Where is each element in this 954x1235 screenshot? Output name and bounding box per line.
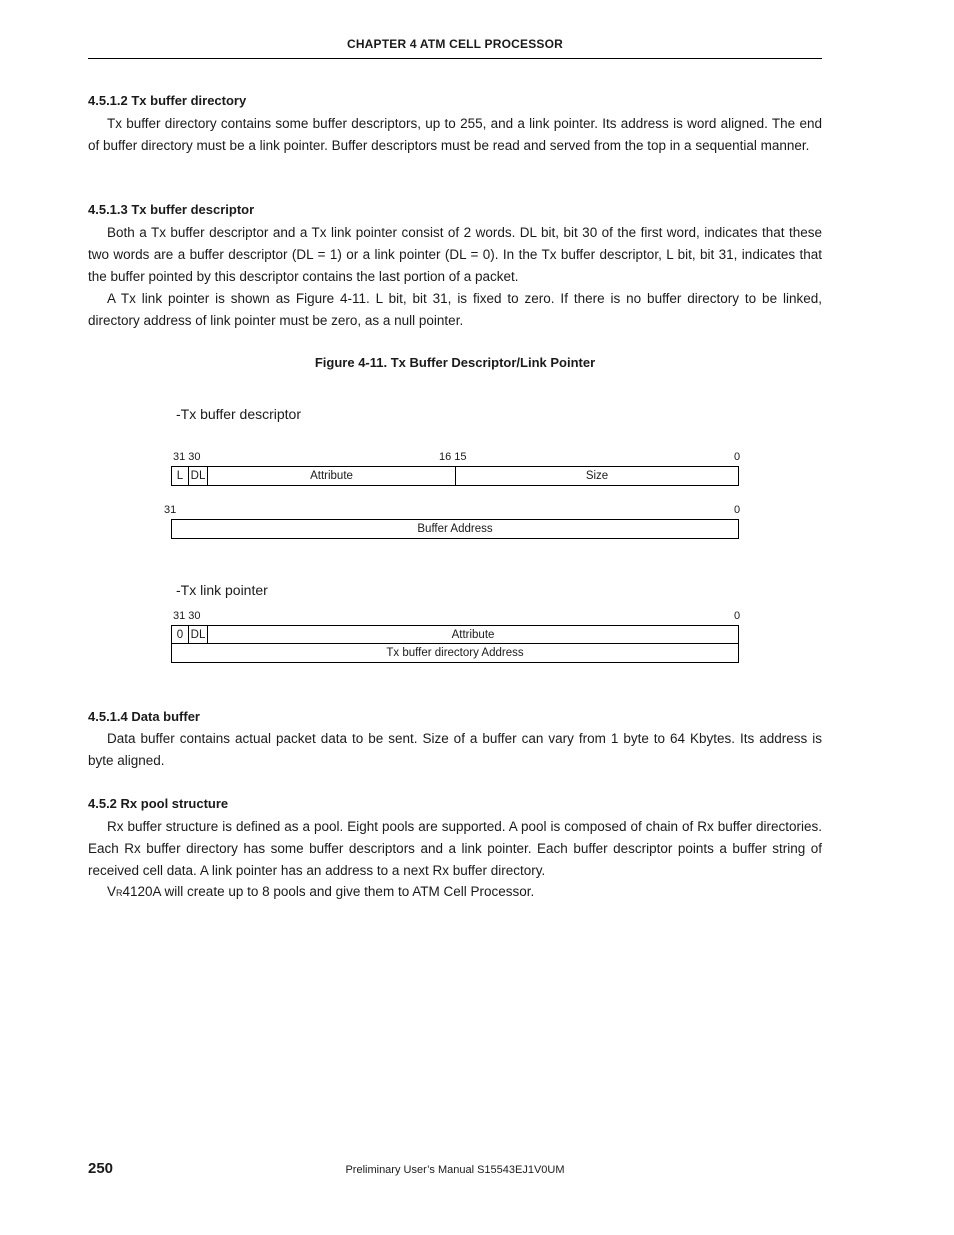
descriptor-word-1	[171, 466, 739, 486]
header-rule	[88, 58, 822, 59]
figure-title: Figure 4-11. Tx Buffer Descriptor/Link Pointer	[314, 355, 596, 370]
manual-id: Preliminary User’s Manual S15543EJ1V0UM	[345, 1164, 565, 1176]
heading-tx-buffer-descriptor: 4.5.1.3 Tx buffer descriptor	[88, 202, 255, 217]
bit-number-31-30: 31 30	[173, 610, 201, 622]
descriptor-label: -Tx buffer descriptor	[176, 406, 302, 422]
bit-number-16-15: 16 15	[439, 451, 467, 463]
chapter-header: CHAPTER 4 ATM CELL PROCESSOR	[346, 37, 564, 51]
heading-tx-buffer-directory: 4.5.1.2 Tx buffer directory	[88, 93, 247, 108]
paragraph-rx-pool-structure-2	[88, 881, 822, 904]
tx-buffer-directory-address-field: Tx buffer directory Address	[386, 647, 524, 659]
vr-text: 4120A will create up to 8 pools and give them to ATM Cell Processor.	[122, 884, 535, 899]
heading-rx-pool-structure: 4.5.2 Rx pool structure	[88, 796, 229, 811]
link-word-1	[172, 626, 738, 644]
size-field: Size	[585, 470, 609, 482]
heading-data-buffer: 4.5.1.4 Data buffer	[88, 709, 200, 724]
attribute-field: Attribute	[451, 628, 495, 641]
paragraph-tx-buffer-descriptor-2: A Tx link pointer is shown as Figure 4-11. L bit, bit 31, is fixed to zero. If there is no buffer directory to be linked, directory address of link pointer must be zero, as a null pointer.	[88, 291, 822, 328]
link-pointer-label: -Tx link pointer	[176, 582, 268, 598]
link-pointer-words	[171, 625, 739, 663]
vr-subscript: R	[116, 888, 123, 898]
descriptor-word-2	[171, 519, 739, 539]
bit-number-0: 0	[734, 451, 741, 463]
paragraph-data-buffer: Data buffer contains actual packet data to be sent. Size of a buffer can vary from 1 byte to 64 Kbytes. Its address is byte aligned.	[88, 731, 822, 768]
bit-number-0: 0	[734, 610, 741, 622]
link-word-2	[172, 644, 738, 662]
vr-prefix: V	[107, 884, 117, 899]
paragraph-tx-buffer-directory: Tx buffer directory contains some buffer descriptors, up to 255, and a link pointer. Its address is word aligned. The end of buffer directory must be a link pointer. Buffer descriptors must be read and served from the top in a sequential manner.	[88, 116, 822, 153]
bit-number-31: 31	[164, 504, 177, 516]
paragraph-tx-buffer-descriptor-1: Both a Tx buffer descriptor and a Tx link pointer consist of 2 words. DL bit, bit 30 of the first word, indicates that these two words are a buffer descriptor (DL = 1) or a link pointer (DL = 0). In the Tx buffer descriptor, L bit, bit 31, indicates that the buffer pointed by this descriptor contains the last portion of a packet.	[88, 225, 822, 284]
attribute-field: Attribute	[208, 467, 456, 485]
l-bit-field: L	[172, 467, 189, 485]
bit-number-31-30: 31 30	[173, 451, 201, 463]
buffer-address-field: Buffer Address	[417, 523, 493, 535]
bit-number-0: 0	[734, 504, 741, 516]
dl-bit-field: DL	[189, 467, 208, 485]
page-number: 250	[88, 1160, 114, 1177]
dl-bit-field: DL	[189, 626, 208, 643]
zero-bit-field: 0	[172, 626, 189, 643]
paragraph-rx-pool-structure-1: Rx buffer structure is defined as a pool. Eight pools are supported. A pool is composed of chain of Rx buffer directories. Each Rx buffer directory has some buffer descriptors and a link pointer. Each buffer descriptor points a buffer string of received cell data. A link pointer has an address to a next Rx buffer directory.	[88, 819, 822, 878]
